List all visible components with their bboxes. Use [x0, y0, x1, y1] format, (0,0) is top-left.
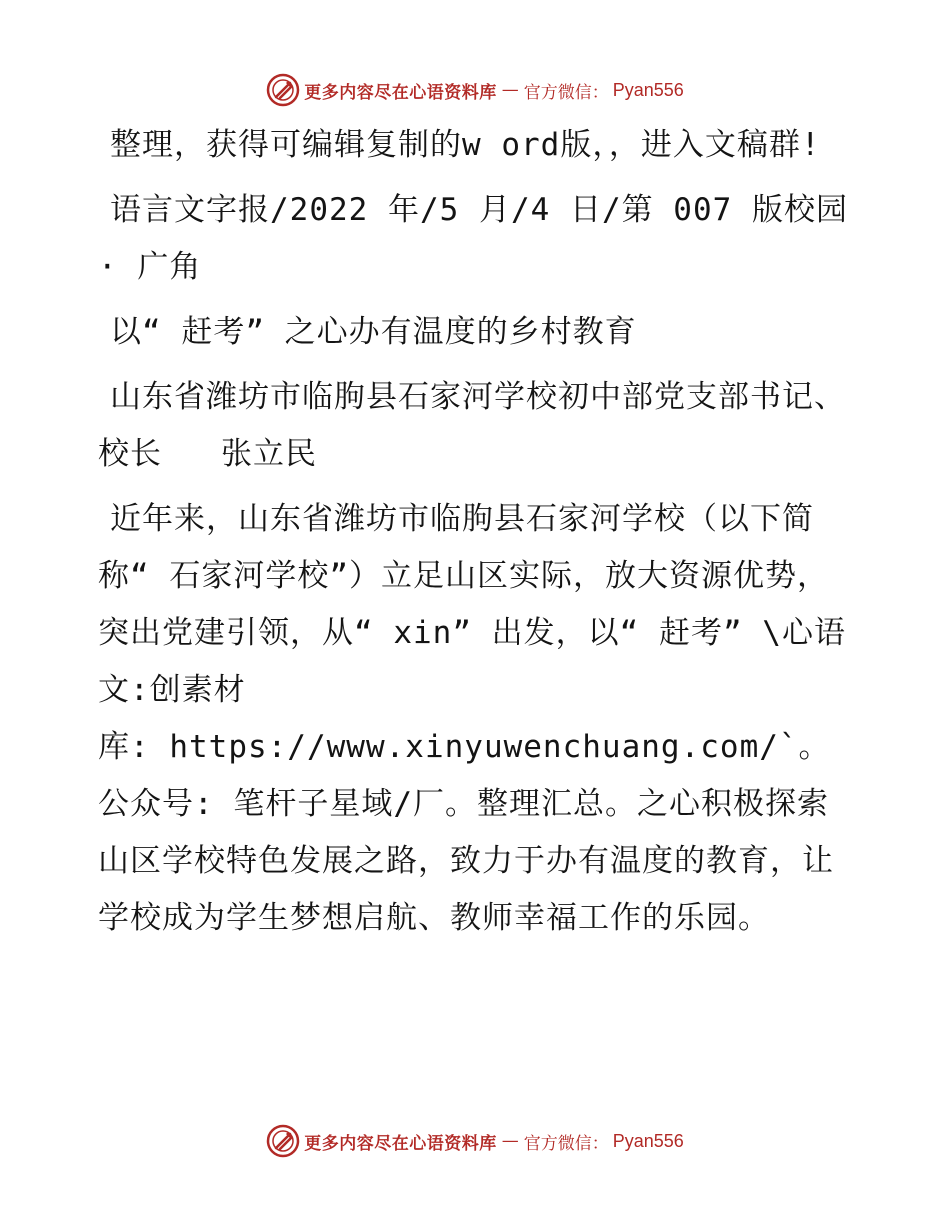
banner-title: 更多内容尽在心语资料库	[304, 1133, 497, 1154]
paragraph-source-line: 语言文字报/2022 年/5 月/4 日/第 007 版校园 · 广角	[98, 192, 868, 285]
banner-separator: —	[501, 80, 519, 100]
red-seal-logo-icon	[266, 1124, 300, 1158]
banner-content	[266, 1124, 684, 1158]
banner-title: 更多内容尽在心语资料库	[304, 82, 497, 103]
paragraph-intro-note: 整理，获得可编辑复制的w ord版，，进入文稿群!	[110, 127, 821, 163]
paragraph-body-2: 库: https://www.xinyuwenchuang.com/`。公众号: 笔杆子星域/厂。整理汇总。之心积极探索山区学校特色发展之路，致力于办有温度的教育，让学校成为学生梦想启航、教师幸福工作的乐园。	[98, 729, 834, 936]
banner-wechat-id: Pyan556	[612, 79, 684, 100]
banner-content	[266, 73, 684, 107]
paragraph-body-1: 近年来，山东省潍坊市临朐县石家河学校（以下简称“ 石家河学校”）立足山区实际，放大资源优势，突出党建引领，从“ xin” 出发，以“ 赶考” \心语文:创素材	[98, 501, 846, 708]
banner-wechat-label: 官方微信：	[523, 1133, 609, 1154]
banner-wechat-id: Pyan556	[612, 1130, 684, 1151]
article-title: 以“ 赶考” 之心办有温度的乡村教育	[110, 314, 637, 350]
author-line: 山东省潍坊市临朐县石家河学校初中部党支部书记、校长 张立民	[98, 379, 846, 472]
header-banner	[0, 70, 950, 110]
footer-banner	[0, 1121, 950, 1161]
document-body	[98, 117, 868, 955]
banner-separator: —	[501, 1131, 519, 1151]
red-seal-logo-icon	[266, 73, 300, 107]
banner-wechat-label: 官方微信：	[523, 82, 609, 103]
